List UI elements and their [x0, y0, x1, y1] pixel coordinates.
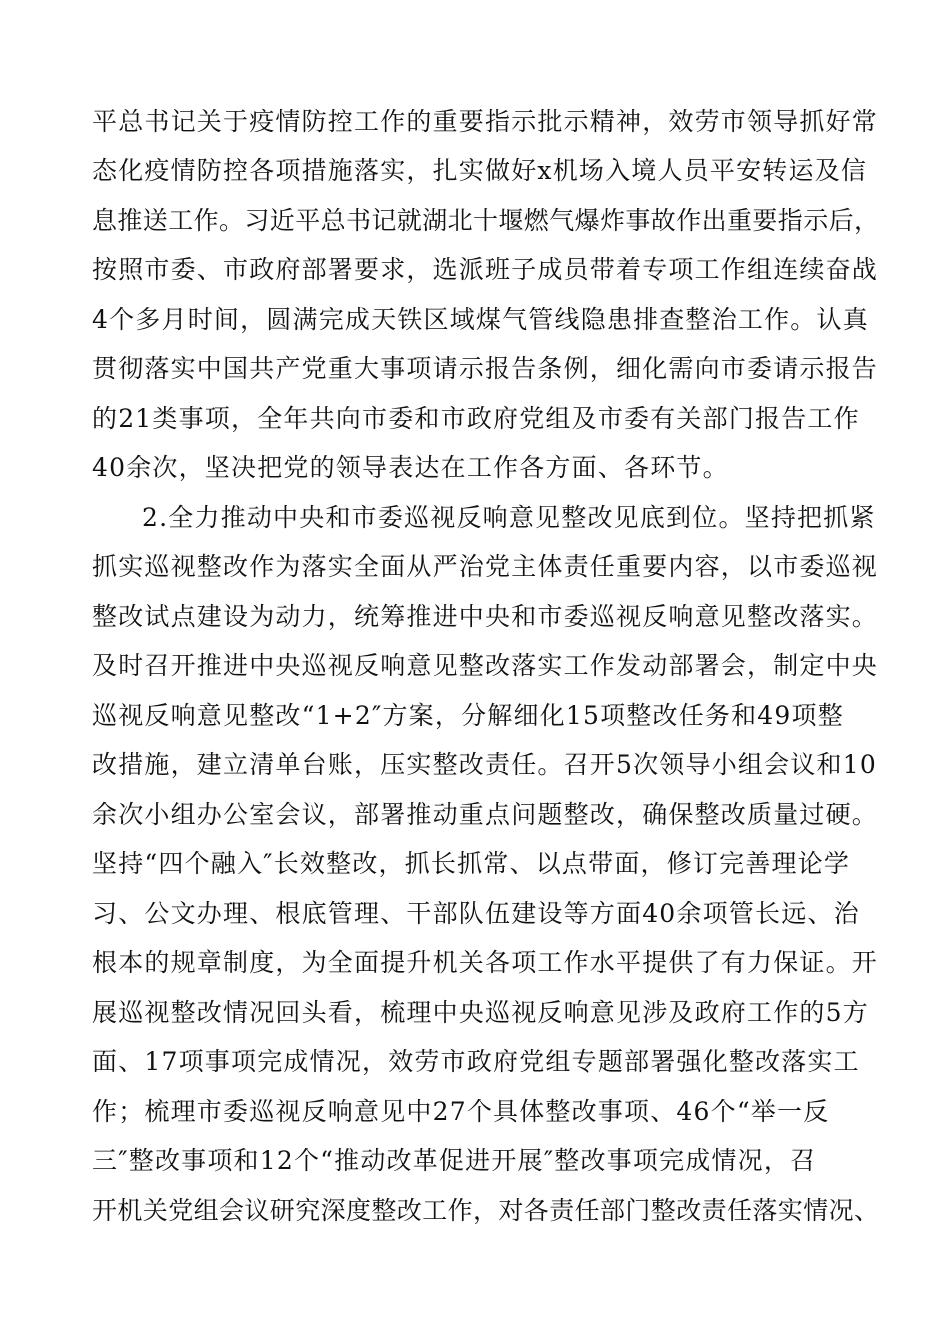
- paragraph-line: 的21类事项，全年共向市委和市政府党组及市委有关部门报告工作: [92, 404, 860, 433]
- paragraph-line: 4个多月时间，圆满完成天铁区域煤气管线隐患排查整治工作。认真: [92, 305, 869, 334]
- paragraph-line: 态化疫情防控各项措施落实，扎实做好x机场入境人员平安转运及信: [92, 156, 868, 185]
- paragraph-line: 息推送工作。习近平总书记就湖北十堰燃气爆炸事故作出重要指示后，: [92, 206, 880, 235]
- paragraph-line: 改措施，建立清单台账，压实整改责任。召开5次领导小组会议和10: [92, 750, 877, 779]
- paragraph-line: 面、17项事项完成情况，效劳市政府党组专题部署强化整改落实工: [92, 1047, 860, 1076]
- paragraph-line: 巡视反响意见整改“1+2″方案，分解细化15项整改任务和49项整: [92, 701, 844, 730]
- paragraph-line: 三″整改事项和12个“推动改革促进开展″整改事项完成情况，召: [92, 1146, 817, 1175]
- paragraph-line: 习、公文办理、根底管理、干部队伍建设等方面40余项管长远、治: [92, 899, 860, 928]
- paragraph-line: 展巡视整改情况回头看，梳理中央巡视反响意见涉及政府工作的5方: [92, 998, 869, 1027]
- paragraph-line: 抓实巡视整改作为落实全面从严治党主体责任重要内容，以市委巡视: [92, 552, 879, 581]
- paragraph-line: 坚持“四个融入″长效整改，抓长抓常、以点带面，修订完善理论学: [92, 849, 851, 878]
- paragraph-heading-line: 2.全力推动中央和市委巡视反响意见整改见底到位。坚持把抓紧: [142, 503, 876, 532]
- paragraph-line: 整改试点建设为动力，统筹推进中央和市委巡视反响意见整改落实。: [92, 602, 879, 631]
- paragraph-line: 作；梳理市委巡视反响意见中27个具体整改事项、46个“举一反: [92, 1097, 830, 1126]
- paragraph-line: 余次小组办公室会议，部署推动重点问题整改，确保整改质量过硬。: [92, 800, 879, 829]
- paragraph-line: 根本的规章制度，为全面提升机关各项工作水平提供了有力保证。开: [92, 948, 879, 977]
- paragraph-line: 贯彻落实中国共产党重大事项请示报告条例，细化需向市委请示报告: [92, 354, 879, 383]
- paragraph-line: 40余次，坚决把党的领导表达在工作各方面、各环节。: [92, 453, 729, 482]
- paragraph-line: 按照市委、市政府部署要求，选派班子成员带着专项工作组连续奋战: [92, 255, 879, 284]
- paragraph-line: 平总书记关于疫情防控工作的重要指示批示精神，效劳市领导抓好常: [92, 107, 879, 136]
- paragraph-line: 及时召开推进中央巡视反响意见整改落实工作发动部署会，制定中央: [92, 651, 879, 680]
- paragraph-line: 开机关党组会议研究深度整改工作，对各责任部门整改责任落实情况、: [92, 1196, 880, 1225]
